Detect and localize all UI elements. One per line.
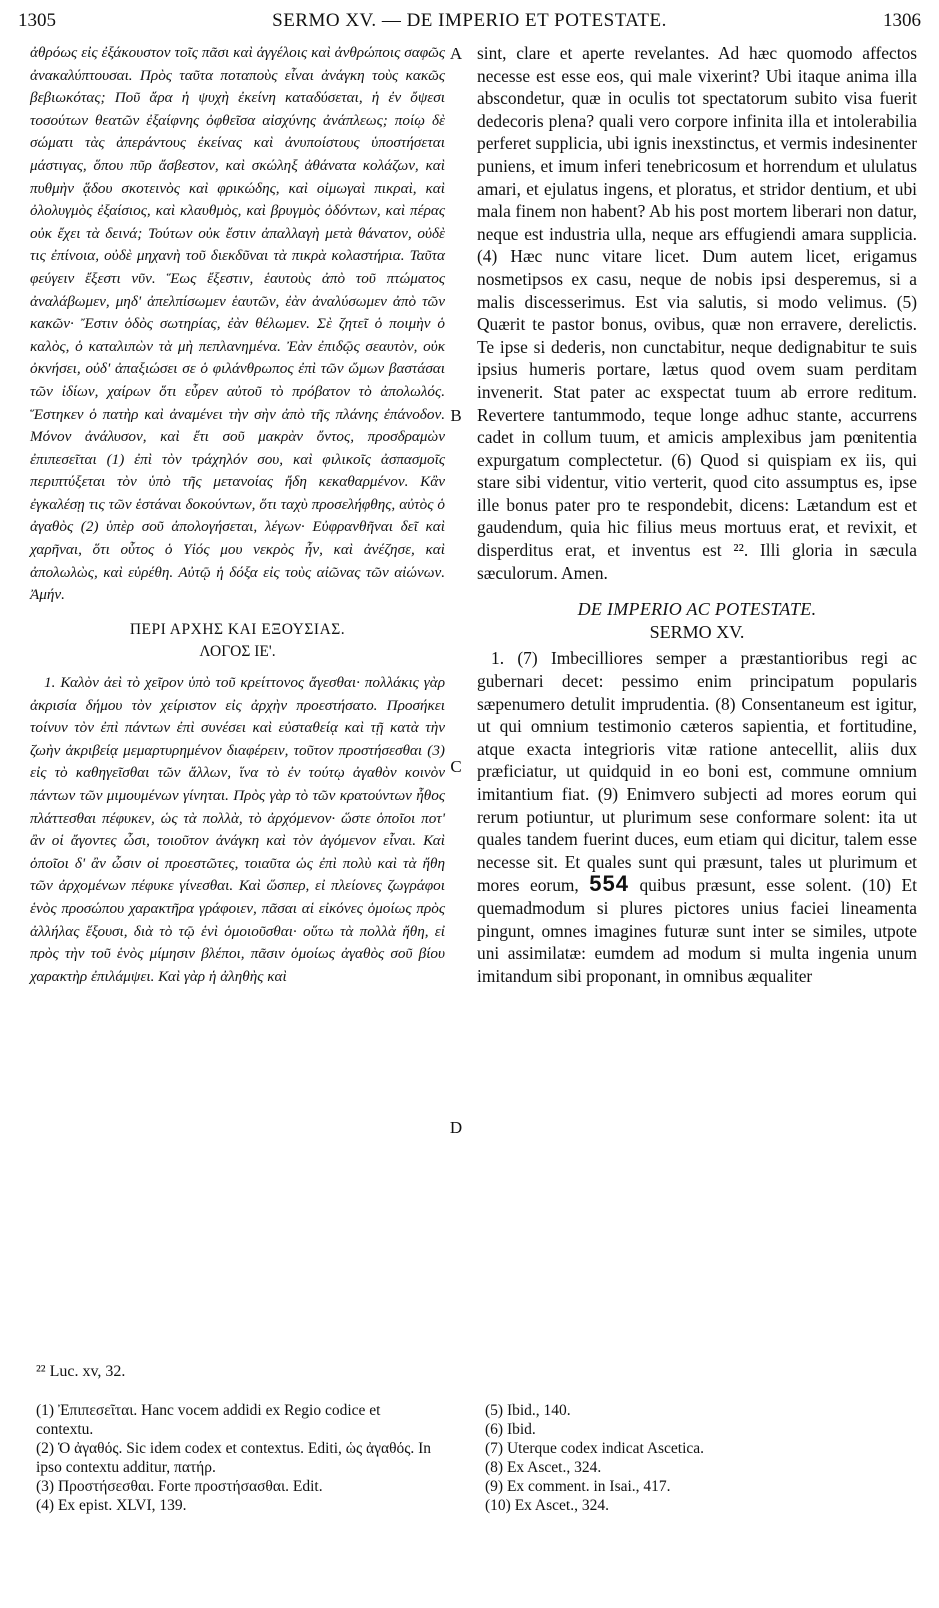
footnote-5: (5) Ibid., 140.	[485, 1402, 571, 1419]
footnote-6: (6) Ibid.	[485, 1421, 536, 1438]
margin-marker-a: A	[449, 44, 463, 63]
footnote-8: (8) Ex Ascet., 324.	[485, 1459, 602, 1476]
footnotes-right	[485, 1401, 915, 1515]
footnote-4: (4) Ex epist. XLVI, 139.	[36, 1497, 187, 1514]
greek-section-subtitle: ΛΟΓΟΣ ΙΕ'.	[199, 643, 276, 661]
latin-section-title: DE IMPERIO AC POTESTATE.	[577, 599, 817, 620]
greek-paragraph-2: 1. Καλὸν ἀεὶ τὸ χεῖρον ὑπὸ τοῦ κρείττονος ἄγεσθαι· πολλάκις γὰρ ἀκρισία δήμου τὸν χείριστον εἰς ἀρχὴν προεστήσατο. Προσήκει τοίνυν τὸν ἐπὶ πάντων ἐπὶ συνέσει καὶ εὐσταθείᾳ καὶ τῇ κατὰ τὴν ζωὴν ἀκριβείᾳ μεμαρτυρημένον διαφέρειν, τοῦτον προστήσεσθαι (3) εἰς τὸ καθηγεῖσθαι τῶν ἄλλων, ἵνα τὸ ἐν τούτῳ ἀγαθὸν κοινὸν πάντων τῶν μιμουμένων γίνηται. Πρὸς γὰρ τὸ τῶν κρατούντων ἦθος πλάττεσθαι πέφυκεν, ὡς τὰ πολλὰ, τὸ ἀρχόμενον· ὥστε ὁποῖοι ποτ' ἂν οἱ ἄγοντες ὦσι, τοιοῦτον ἀνάγκη καὶ τὸν ἀγόμενον εἶναι. Καὶ ὁποῖοι δ' ἂν ὦσιν οἱ προεστῶτες, τοιαῦτα ὡς ἐπὶ πολὺ καὶ τὰ ἤθη τῶν ἀρχομένων πέφυκε γίνεσθαι. Καὶ ὥσπερ, εἰ πλείονες ζωγράφοι ἑνὸς προσώπου χαρακτῆρα γράφοιεν, πᾶσαι αἱ εἰκόνες ὁμοίως πρὸς ἀλλήλας ἕξουσι, διὰ τὸ τῷ ἑνὶ ὁμοιοῦσθαι· οὕτω τὰ πολλὰ ἤθη, εἰ πρὸς τὴν τοῦ ἑνὸς μίμησιν βλέποι, πᾶσιν ὁμοίως ἀγαθὸς σοῦ βίου χαρακτὴρ ἐπιλάμψει. Καὶ γὰρ ἡ ἀληθὴς καὶ	[30, 674, 445, 985]
footnote-1: (1) Ἐπιπεσεῖται. Hanc vocem addidi ex Regio codice et contextu.	[36, 1402, 381, 1438]
greek-paragraph-1: ἀθρόως εἰς ἐξάκουστον τοῖς πᾶσι καὶ ἀγγέλοις καὶ ἀνθρώποις σαφῶς ἀνακαλύπτουσαι. Πρὸς ταῦτα ποταποὺς εἶναι ἀνάγκη τοὺς κακῶς βεβιωκότας; Ποῦ ἄρα ἡ ψυχὴ ἐκείνη καταδύσεται, ἡ ἐν ὄψεσι τοσούτων θεατῶν ἐξαίφνης ὀφθεῖσα αἰσχύνης ἀνάπλεως; ποίῳ δὲ σώματι τὰς ἀπεράντους ἐκείνας καὶ ἀνυποίστους ὑποστήσεται μάστιγας, ὅπου πῦρ ἄσβεστον, καὶ σκώληξ ἀθάνατα κολάζων, καὶ πυθμὴν ᾅδου σκοτεινὸς καὶ φρικώδης, καὶ οἰμωγαὶ πικραὶ, καὶ ὀλολυγμὸς ἐξαίσιος, καὶ κλαυθμὸς, καὶ βρυγμὸς ὀδόντων, καὶ πέρας οὐκ ἔχει τὰ δεινά; Τούτων οὐκ ἔστιν ἀπαλλαγὴ μετὰ θάνατον, οὐδὲ τις ἐπίνοια, οὐδὲ μηχανὴ τοῦ διεκδῦναι τὰ πικρὰ κολαστήρια. Ταῦτα φεύγειν ἔξεστι νῦν. Ἕως ἔξεστιν, ἑαυτοὺς ἀπὸ τοῦ πτώματος ἀναλάβωμεν, μηδ' ἀπελπίσωμεν ἑαυτῶν, ἐὰν ἀναλύσωμεν ἀπὸ τῶν κακῶν· Ἔστιν ὁδὸς σωτηρίας, ἐὰν θέλωμεν. Σὲ ζητεῖ ὁ ποιμὴν ὁ καλὸς, ὁ καταλιπὼν τὰ μὴ πεπλανημένα. Ἐὰν ἐπιδῷς σεαυτὸν, οὐκ ὀκνήσει, οὐδ' ἀπαξιώσει σε ὁ φιλάνθρωπος ἐπὶ τῶν ὤμων βαστάσαι τῶν ἰδίων, χαίρων ὅτι εὗρεν αὐτοῦ τὸ πρόβατον τὸ ἀπολωλός. Ἕστηκεν ὁ πατὴρ καὶ ἀναμένει τὴν σὴν ἀπὸ τῆς πλάνης ἐπάνοδον. Μόνον ἀνάλυσον, καὶ ἔτι σοῦ μακρὰν ὄντος, προσδραμὼν ἐπιπεσεῖται (1) ἐπὶ τὸν τράχηλόν σου, καὶ φιλικοῖς ἀσπασμοῖς περιπτύξεται τὸν ὑπὸ τῆς μετανοίας ἤδη κεκαθαρμένον. Κἂν ἐγκαλέσῃ τις τῶν ἑστάναι δοκούντων, ὅτι ταχὺ προσελήφθης, αὐτὸς ὁ ἀγαθὸς (2) ὑπὲρ σοῦ ἀπολογήσεται, λέγων· Εὐφρανθῆναι δεῖ καὶ χαρῆναι, ὅτι οὗτος ὁ Υἱός μου νεκρὸς ἦν, καὶ ἀνέζησε, καὶ ἀπολωλὼς, καὶ εὑρέθη. Αὐτῷ ἡ δόξα εἰς τοὺς αἰῶνας τῶν αἰώνων. Ἀμήν.	[30, 44, 445, 604]
footnote-3: (3) Προστήσεσθαι. Forte προστήσασθαι. Edit.	[36, 1478, 323, 1495]
margin-marker-d: D	[449, 1118, 463, 1137]
latin-paragraph-2	[477, 647, 917, 987]
latin-paragraph-2a: 1. (7) Imbecilliores semper a præstantioribus regi ac gubernari decet: pessimo enim principatum popularis sæpenumero detulit imprudentia. (8) Consentaneum est igitur, ut qui omnium testimonio cæteros sapientia, et fortitudine, atque exacta integrioris vitæ ratione antecellit, aliis dux præficiatur, ut quidquid in eo boni est, commune omnium imitantium fiat. (9) Enimvero subjecti ad mores eorum qui rerum potiuntur, ut plurimum sese conformare solent: ita ut quales tandem fuerint duces, eum etiam qui dicitur, talem esse necesse sit. Et quales sunt qui præsunt, tales ut plurimum et mores eorum,	[477, 648, 917, 896]
greek-section-title: ΠΕΡΙ ΑΡΧΗΣ ΚΑΙ ΕΞΟΥΣΙΑΣ.	[129, 620, 346, 638]
running-title: SERMO XV. — DE IMPERIO ET POTESTATE.	[272, 10, 667, 31]
latin-paragraph-2b: quibus præsunt, esse solent. (10) Et quemadmodum si plures pictores unius faciei lineamenta pingunt, omnes imagines futuræ sunt inter se similes, utpote uni assimilatæ: eumdem ad modum si multa ingenia unum imitandum sibi proponant, in omnibus æqualiter	[477, 875, 917, 986]
column-number: 554	[589, 871, 629, 897]
scripture-reference-footnote: ²² Luc. xv, 32.	[36, 1363, 126, 1380]
margin-marker-b: B	[450, 406, 462, 425]
latin-section-subtitle: SERMO XV.	[649, 621, 745, 642]
running-header	[18, 10, 921, 36]
latin-paragraph-1: sint, clare et aperte revelantes. Ad hæc quomodo affectos necesse est esse eos, qui male vixerint? Ubi itaque anima illa abscondetur, quæ in oculis tot spectatorum subito visa fuerit dedecoris plena? quali vero corpore infinita illa et intolerabilia perferet supplicia, ubi ignis inexstinctus, et vermis indesinenter puniens, et imum inferi tenebricosum et horrendum et ululatus amari, et ejulatus ingens, et ploratus, et stridor dentium, et ubi mala finem non habent? Ab his post mortem liberari non datur, neque est industria ulla, neque ars effugiendi amara supplicia. (4) Hæc nunc vitare licet. Dum autem licet, erigamus nosmetipsos ex casu, neque de nobis ipsi desperemus, si a malis discesserimus. Est via salutis, si modo velimus. (5) Quærit te pastor bonus, ovibus, quæ non erravere, derelictis. Te ipse si dederis, non cunctabitur, neque dedignabitur te suis ipsius humeris portare, lætus quod ovem suam perditam invenerit. Stat pater ac exspectat tuum ab errore reditum. Revertere tantummodo, teque longe adhuc stante, accurrens cadet in collum tuum, et amicis amplexibus jam pœnitentia expurgatum complectetur. (6) Quod si quispiam ex iis, qui stare sibi videntur, vitio verterit, quod cito assumptus es, ipse ille bonus pater pro te respondebit, dicens: Lætandum est et gaudendum, quia hic filius meus mortuus erat, et revixit, et disperditus erat, et inventus est ²². Illi gloria in sæcula sæculorum. Amen.	[477, 43, 917, 583]
greek-column	[30, 42, 445, 988]
margin-marker-c: C	[450, 757, 462, 776]
footnote-9: (9) Ex comment. in Isai., 417.	[485, 1478, 671, 1495]
page-number-left: 1305	[18, 10, 56, 31]
footnote-2: (2) Ὁ ἀγαθός. Sic idem codex et contextus. Editi, ὡς ἀγαθός. In ipso contextu additur, πατήρ.	[36, 1440, 432, 1476]
footnotes-left	[36, 1401, 436, 1515]
footnote-10: (10) Ex Ascet., 324.	[485, 1497, 609, 1514]
page-number-right: 1306	[883, 10, 921, 31]
footnote-7: (7) Uterque codex indicat Ascetica.	[485, 1440, 705, 1457]
latin-column	[477, 42, 917, 987]
